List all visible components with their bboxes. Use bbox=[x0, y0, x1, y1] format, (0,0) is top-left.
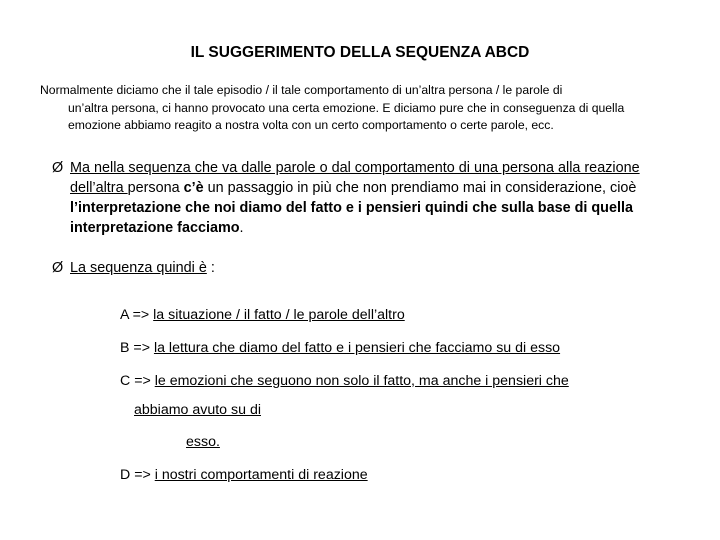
sequence-item-d bbox=[120, 465, 660, 485]
sequence-item-b bbox=[120, 338, 660, 358]
sequence-item-a bbox=[120, 305, 660, 325]
bullet-end: . bbox=[239, 220, 244, 236]
sequence-arrow: => bbox=[128, 307, 154, 323]
sequence-letter: B bbox=[120, 340, 130, 356]
bullet-text bbox=[70, 158, 682, 238]
sequence-arrow: => bbox=[130, 467, 155, 483]
sequence-item-c-continuation-2 bbox=[186, 432, 220, 452]
bullet-arrow-icon: Ø bbox=[52, 260, 64, 276]
sequence-letter: A bbox=[120, 307, 129, 323]
sequence-item-c bbox=[120, 371, 660, 391]
sequence-text: esso. bbox=[186, 434, 220, 450]
bullet-text bbox=[70, 258, 682, 278]
bullet-interpretation bbox=[52, 158, 682, 238]
sequence-text: le emozioni che seguono non solo il fatto, ma anche i pensieri che bbox=[154, 373, 569, 389]
bullet-underlined-text: Ma nella sequenza che va dalle parole o dal comportamento di una persona alla reazione dell’altra bbox=[70, 160, 640, 196]
sequence-letter: C bbox=[120, 373, 131, 389]
bullet-sequence bbox=[52, 258, 682, 278]
sequence-text: la situazione / il fatto / le parole dell’altro bbox=[153, 307, 405, 323]
sequence-item-c-continuation-1 bbox=[134, 400, 261, 420]
slide-title: IL SUGGERIMENTO DELLA SEQUENZA ABCD bbox=[190, 44, 530, 61]
bullet-plain-text: persona bbox=[127, 180, 184, 196]
sequence-text: la lettura che diamo del fatto e i pensieri che facciamo su di esso bbox=[153, 340, 561, 356]
sequence-arrow: => bbox=[129, 340, 154, 356]
sequence-text: i nostri comportamenti di reazione bbox=[154, 467, 368, 483]
bullet-end: : bbox=[206, 260, 215, 276]
bullet-bold-text: c’è bbox=[183, 180, 204, 196]
bullet-text-2: un passaggio in più che non prendiamo mai in considerazione, cioè bbox=[203, 180, 637, 196]
sequence-text: abbiamo avuto su di bbox=[134, 402, 261, 418]
intro-continuation: un’altra persona, ci hanno provocato una certa emozione. E diciamo pure che in conseguenza di quella emozione abbiamo reagito a nostra volta con un certo comportamento o certe parole, ecc. bbox=[68, 100, 625, 132]
bullet-bold-text-2: l’interpretazione che noi diamo del fatto e i pensieri quindi che sulla base di quella interpretazione facciamo bbox=[70, 200, 633, 236]
bullet-underlined-text: La sequenza quindi è bbox=[70, 260, 207, 276]
sequence-arrow: => bbox=[130, 373, 155, 389]
intro-paragraph bbox=[40, 82, 680, 135]
bullet-arrow-icon: Ø bbox=[52, 160, 64, 176]
sequence-letter: D bbox=[120, 467, 131, 483]
intro-first-line: Normalmente diciamo che il tale episodio / il tale comportamento di un’altra persona / le parole di bbox=[40, 83, 563, 97]
